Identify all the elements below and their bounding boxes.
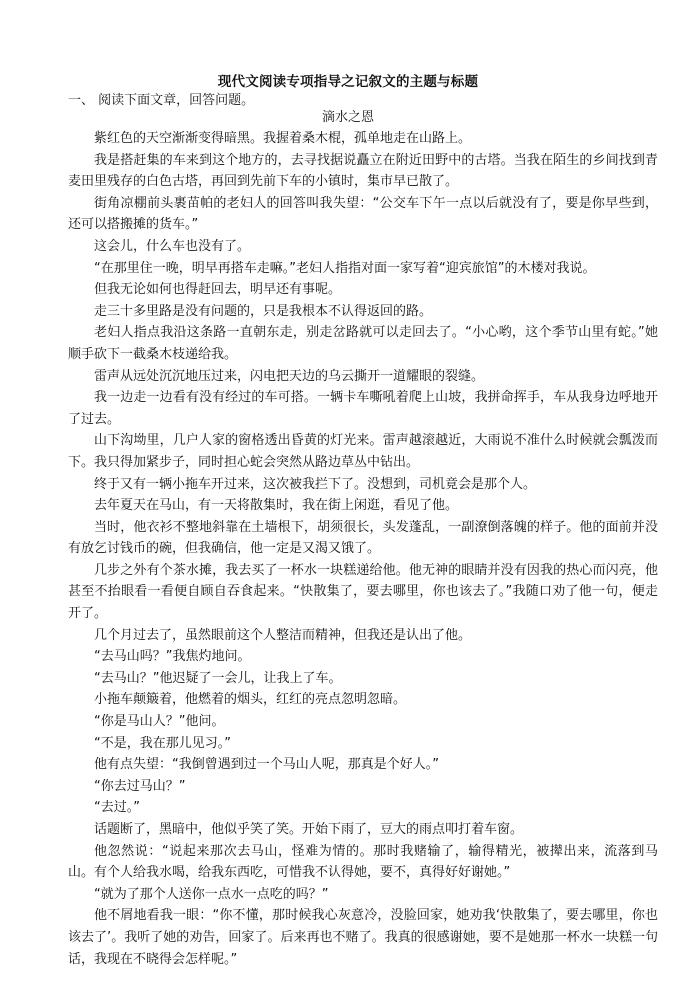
paragraph: 当时，他衣衫不整地斜靠在土墙根下，胡须很长，头发蓬乱，一副潦倒落魄的样子。他的面前并没有放乞讨钱币的碗，但我确信，他一定是又渴又饿了。 — [68, 519, 658, 557]
paragraph: “不是，我在那儿见习。” — [94, 735, 231, 751]
paragraph: 但我无论如何也得赶回去，明早还有事呢。 — [94, 282, 342, 298]
paragraph: 他有点失望：“我倒曾遇到过一个马山人呢，那真是个好人。” — [94, 757, 439, 773]
section-heading: 一、 阅读下面文章，回答问题。 — [68, 93, 255, 108]
paragraph: “去马山吗？”我焦灼地问。 — [94, 649, 251, 665]
paragraph: 我一边走一边看有没有经过的车可搭。一辆卡车嘶吼着爬上山坡，我拼命挥手，车从我身边呼地开了过去。 — [68, 390, 658, 427]
paragraph: 几个月过去了，虽然眼前这个人整洁而精神，但我还是认出了他。 — [94, 627, 472, 643]
paragraph: 走三十多里路是没有问题的，只是我根本不认得返回的路。 — [94, 303, 433, 319]
paragraph: “去马山？”他迟疑了一会儿，让我上了车。 — [94, 670, 342, 686]
paragraph: “去过。” — [94, 800, 140, 816]
paragraph: “就为了那个人送你一点水一点吃的吗？” — [94, 886, 329, 902]
paragraph: 紫红色的天空渐渐变得暗黑。我握着桑木棍，孤单地走在山路上。 — [94, 131, 472, 146]
story-title: 滴水之恩 — [321, 110, 374, 125]
document-title: 现代文阅读专项指导之记叙文的主题与标题 — [217, 74, 479, 90]
paragraph: 他不屑地看我一眼：“你不懂，那时候我心灰意冷，没脸回家，她劝我‘快散集了，要去哪里，你也该去了’。我听了她的劝告，回家了。后来再也不赌了。我真的很感谢她，要不是她那一杯水一块糕一句话，我现在不晓得会怎样呢。” — [68, 908, 658, 967]
paragraph: 话题断了，黑暗中，他似乎笑了笑。开始下雨了，豆大的雨点叩打着车窗。 — [94, 822, 524, 837]
paragraph: “你是马山人？”他问。 — [94, 714, 225, 730]
paragraph: 老妇人指点我沿这条路一直朝东走，别走岔路就可以走回去了。“小心哟，这个季节山里有蛇。”她顺手砍下一截桑木枝递给我。 — [68, 325, 658, 362]
paragraph: 几步之外有个茶水摊，我去买了一杯水一块糕递给他。他无神的眼睛并没有因我的热心而闪亮，他甚至不抬眼看一看便自顾自吞食起来。“快散集了，要去哪里，你也该去了。”我随口劝了他一句，便走开了。 — [68, 562, 658, 622]
paragraph: “你去过马山？” — [94, 778, 186, 794]
paragraph: 山下沟坳里，几户人家的窗格透出昏黄的灯光来。雷声越滚越近，大雨说不准什么时候就会瓢泼而下。我只得加紧步子，同时担心蛇会突然从路边草丛中钻出。 — [68, 433, 658, 470]
paragraph: “在那里住一晚，明早再搭车走嘛。”老妇人指指对面一家写着“迎宾旅馆”的木楼对我说。 — [94, 260, 596, 276]
paragraph: 我是搭赶集的车来到这个地方的，去寻找据说矗立在附近田野中的古塔。当我在陌生的乡间找到青麦田里残存的白色古塔，再回到先前下车的小镇时，集市早已散了。 — [68, 152, 658, 190]
paragraph: 街角凉棚前头裹苗帕的老妇人的回答叫我失望：“公交车下午一点以后就没有了，要是你早些到，还可以搭搬摊的货车。” — [68, 195, 658, 233]
paragraph: 小拖车颠簸着，他燃着的烟头，红红的亮点忽明忽暗。 — [94, 692, 407, 708]
paragraph: 雷声从远处沉沉地压过来，闪电把天边的乌云撕开一道耀眼的裂缝。 — [94, 368, 485, 384]
paragraph: 终于又有一辆小拖车开过来，这次被我拦下了。没想到，司机竟会是那个人。 — [94, 476, 537, 492]
paragraph: 这会儿，什么车也没有了。 — [94, 238, 251, 254]
paragraph: 去年夏天在马山，有一天将散集时，我在街上闲逛，看见了他。 — [94, 498, 459, 514]
paragraph: 他忽然说：“说起来那次去马山，怪难为情的。那时我赌输了，输得精光，被撵出来，流落到马山。有个人给我水喝，给我东西吃，可惜我不认得她，要不，真得好好谢她。” — [68, 843, 658, 881]
story-body — [68, 128, 658, 970]
